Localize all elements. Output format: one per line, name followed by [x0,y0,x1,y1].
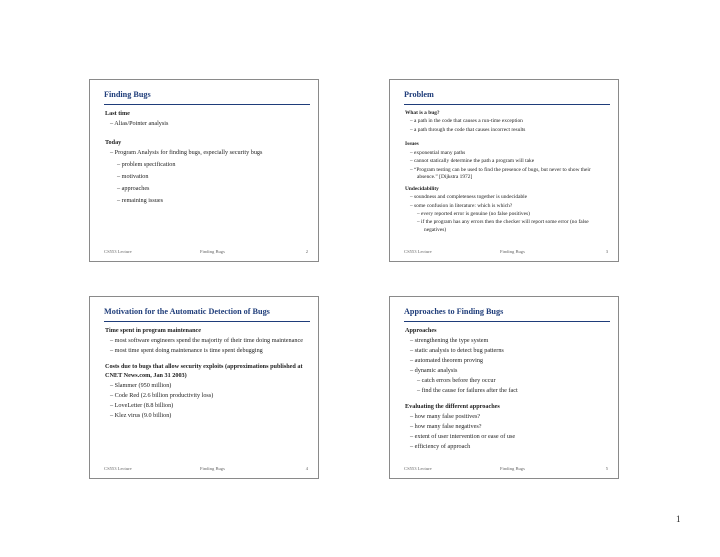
slide-footer [104,249,308,256]
list-item: – LoveLetter (8.8 billion) [110,401,174,409]
title-rule [104,321,310,322]
list-item: – how many false negatives? [410,422,482,430]
slide-footer [104,466,308,473]
list-item: – strengthening the type system [410,336,489,344]
slide-footer [404,249,608,256]
title-rule [404,321,610,322]
list-item: – every reported error is genuine (no false positives) [417,210,530,217]
heading-issues: Issues [405,141,419,148]
heading-approaches: Approaches [405,327,437,334]
footer-slide-number: 5 [605,466,608,471]
slide-title: Finding Bugs [104,90,151,99]
list-item: – Code Red (2.6 billion productivity loss) [110,391,214,399]
slide-title: Motivation for the Automatic Detection of Bugs [104,307,270,316]
list-item: – Klez virus (9.0 billion) [110,411,172,419]
footer-slide-number: 2 [305,249,308,254]
heading-today: Today [105,138,122,146]
list-item: – how many false positives? [410,412,481,420]
slide-body [105,327,308,421]
footer-slide-number: 4 [305,466,308,471]
footer-topic: Finding Bugs [200,466,225,471]
slide-body [105,110,308,206]
list-item: – problem specification [117,160,176,168]
footer-topic: Finding Bugs [500,466,525,471]
list-item: – automated theorem proving [410,356,484,364]
slide-footer [404,466,608,473]
slide-body [405,327,608,452]
slide-approaches [389,296,619,479]
list-item: – efficiency of approach [410,442,471,450]
list-item: – catch errors before they occur [417,376,496,384]
footer-course: CS553 Lecture [404,466,432,471]
slide-problem [389,79,619,262]
list-item: – motivation [117,172,149,180]
slide-motivation [89,296,319,479]
footer-course: CS553 Lecture [104,249,132,254]
heading-evaluating: Evaluating the different approaches [405,402,500,410]
list-item: – extent of user intervention or ease of use [410,432,516,440]
list-item: – remaining issues [117,196,164,204]
list-item: – Program Analysis for finding bugs, especially security bugs [110,148,263,156]
heading-last-time: Last time [105,110,130,117]
list-item: – most time spent doing maintenance is time spent debugging [110,346,263,354]
heading-what-is-a-bug: What is a bug? [405,110,440,116]
list-item: – soundness and completeness together is undecidable [410,194,528,201]
heading-time-spent: Time spent in program maintenance [105,327,202,334]
list-item: – some confusion in literature: which is which? [410,202,513,209]
footer-course: CS553 Lecture [104,466,132,471]
title-rule [104,104,310,105]
heading-undecidability: Undecidability [405,185,439,192]
list-item: – if the program has any errors then the checker will report some error (no false negatives) [417,219,589,233]
list-item: – static analysis to detect bug patterns [410,346,504,354]
list-item: – “Program testing can be used to find the presence of bugs, but never to show their absence.” [Dijkstra 1972] [410,166,591,181]
title-rule [404,104,610,105]
footer-topic: Finding Bugs [500,249,525,254]
heading-costs: Costs due to bugs that allow security exploits (approximations published at CNET News.com, Jan 31 2003) [105,362,303,379]
list-item: – exponential many paths [410,149,466,156]
list-item: – cannot statically determine the path a program will take [410,158,535,165]
slide-title: Approaches to Finding Bugs [404,307,504,316]
list-item: – a path in the code that causes a run-time exception [410,118,523,125]
list-item: – most software engineers spend the majority of their time doing maintenance [110,336,303,344]
slide-finding-bugs [89,79,319,262]
slide-body [405,110,608,234]
footer-slide-number: 3 [605,249,608,254]
slide-title: Problem [404,90,434,99]
list-item: – dynamic analysis [410,366,458,374]
list-item: – a path through the code that causes incorrect results [410,126,526,133]
list-item: – Alias/Pointer analysis [110,119,169,127]
page-number: 1 [676,514,681,524]
footer-course: CS553 Lecture [404,249,432,254]
list-item: – approaches [117,184,150,192]
footer-topic: Finding Bugs [200,249,225,254]
list-item: – find the cause for failures after the fact [417,386,518,394]
list-item: – Slammer (950 million) [110,381,172,389]
